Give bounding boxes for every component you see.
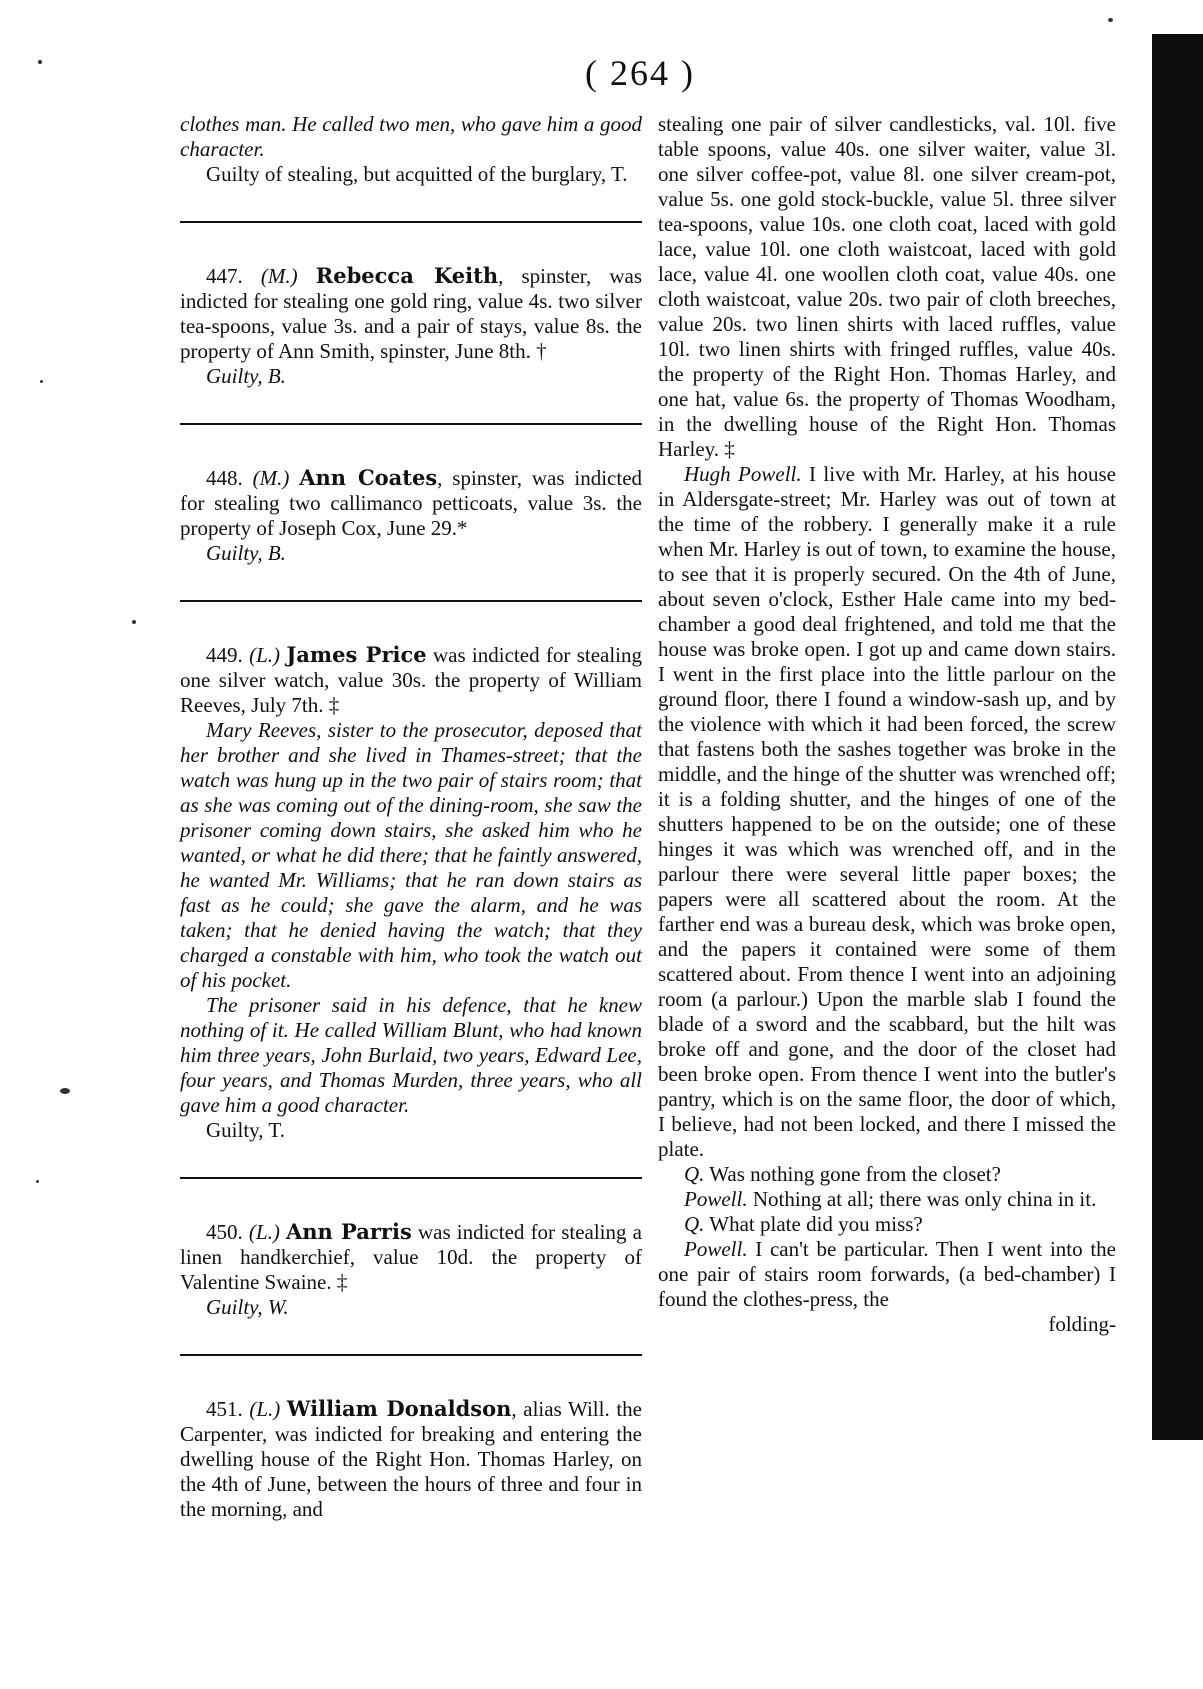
case-447 [180,263,642,389]
scan-edge-shadow [1152,34,1203,1440]
indictment-text: , alias Will. the Carpenter, was indicted for breaking and entering the dwelling house of the Right Hon. Thomas Harley, on the 4th of June, between the hours of three and four in the morning, and [180,1397,642,1521]
verdict: Guilty, T. [206,1118,285,1142]
case-449-indictment [180,642,642,718]
speaker-name: Hugh Powell. [684,462,802,486]
answer-2 [658,1237,1116,1312]
answer-text: I can't be particular. Then I went into the one pair of stairs room forwards, (a bed-chamber) I found the clothes-press, the [658,1237,1116,1311]
question-label: Q. [684,1212,705,1236]
question-label: Q. [684,1162,705,1186]
case-number: 451. [206,1397,243,1421]
case-number: 449. [206,643,243,667]
witness-testimony: Mary Reeves, sister to the prosecutor, deposed that her brother and she lived in Thames-street; that the watch was hung up in the two pair of stairs room; that as she was coming out of the dining-room, she saw the prisoner coming down stairs, she asked him who he wanted, or what he did there; that he faintly answered, he wanted Mr. Williams; that he ran down stairs as fast as he could; she gave the alarm, and he was taken; that he denied having the watch; that they charged a constable with him, who took the watch out of his pocket. [180,718,642,992]
continuation-text: clothes man. He called two men, who gave him a good character. [180,112,642,161]
defendant-name: Ann Coates [299,465,438,490]
speaker-name: Powell. [684,1187,748,1211]
section-divider [180,1177,642,1179]
case-451-indictment [180,1396,642,1522]
scan-speck [60,1088,70,1094]
scan-speck [1108,18,1113,22]
case-451 [180,1396,642,1522]
case-449 [180,642,642,1143]
speaker-name: Powell. [684,1237,748,1261]
court-code: (M.) [260,264,298,288]
prisoner-defence: The prisoner said in his defence, that he knew nothing of it. He called William Blunt, who had known him three years, John Burlaid, two years, Edward Lee, four years, and Thomas Murden, three years, who all gave him a good character. [180,993,642,1117]
case-450-indictment [180,1219,642,1295]
case-448 [180,465,642,566]
defendant-name: Ann Parris [285,1219,412,1244]
scan-speck [38,60,42,64]
case-number: 448. [206,466,243,490]
court-code: (L.) [249,643,280,667]
indictment-text: , spinster, was indicted for stealing two callimanco petticoats, value 3s. the property of Joseph Cox, June 29.* [180,466,643,540]
case-number: 450. [206,1220,243,1244]
case-447-indictment [180,263,642,364]
verdict: Guilty, B. [206,541,286,565]
verdict: Guilty, W. [206,1295,289,1319]
answer-text: Nothing at all; there was only china in it. [747,1187,1097,1211]
question-1 [658,1162,1116,1187]
scan-speck [132,620,136,624]
case-451-continuation: stealing one pair of silver candlesticks, val. 10l. five table spoons, value 40s. one silver waiter, value 3l. one silver coffee-pot, value 8l. one silver cream-pot, value 5s. one gold stock-buckle, value 5l. three silver tea-spoons, value 10s. one cloth coat, laced with gold lace, value 10l. one cloth waistcoat, laced with gold lace, value 4l. one woollen cloth coat, value 40s. one cloth waistcoat, value 20s. two pair of cloth breeches, value 20s. two linen shirts with laced ruffles, value 10l. two linen shirts with fringed ruffles, value 40s. the property of the Right Hon. Thomas Harley, and one hat, value 6s. the property of Thomas Woodham, in the dwelling house of the Right Hon. Thomas Harley. ‡ [658,112,1116,461]
powell-testimony [658,462,1116,1162]
page-number: ( 264 ) [585,53,695,93]
scan-speck [40,380,43,383]
indictment-text: was indicted for stealing one silver watch, value 30s. the property of William Reeves, July 7th. ‡ [180,643,643,717]
question-text: What plate did you miss? [704,1212,923,1236]
verdict: Guilty, B. [206,364,286,388]
question-text: Was nothing gone from the closet? [704,1162,1001,1186]
section-divider [180,600,642,602]
case-448-indictment [180,465,642,541]
indictment-text: , spinster, was indicted for stealing one gold ring, value 4s. two silver tea-spoons, value 3s. and a pair of stays, value 8s. the property of Ann Smith, spinster, June 8th. † [180,264,643,363]
case-450 [180,1219,642,1320]
indictment-text: was indicted for stealing a linen handkerchief, value 10d. the property of Valentine Swaine. ‡ [180,1220,642,1294]
defendant-name: James Price [286,642,427,667]
scan-speck [36,1180,39,1183]
section-divider [180,423,642,425]
section-divider [180,221,642,223]
right-column [658,112,1116,1337]
catchword: folding- [1048,1312,1116,1336]
defendant-name: Rebecca Keith [315,263,499,288]
defendant-name: William Donaldson [286,1396,512,1421]
court-code: (L.) [248,1220,280,1244]
question-2 [658,1212,1116,1237]
case-number: 447. [206,264,243,288]
court-code: (L.) [249,1397,281,1421]
answer-1 [658,1187,1116,1212]
court-code: (M.) [252,466,290,490]
section-divider [180,1354,642,1356]
testimony-text: I live with Mr. Harley, at his house in Aldersgate-street; Mr. Harley was out of town at the time of the robbery. I generally make it a rule when Mr. Harley is out of town, to examine the house, to see that it is properly secured. On the 4th of June, about seven o'clock, Esther Hale came into my bed-chamber a good deal frightened, and told me that the house was broke open. I got up and came down stairs. I went in the first place into the little parlour on the ground floor, there I found a window-sash up, and by the violence with which it had been forced, the screw that fastens both the sashes together was broke in the middle, and the hinge of the shutter was wrenched off; it is a folding shutter, and the hinges of one of the shutters happened to be on the outside; one of these hinges it was which was wrenched off, and in the parlour there were several little paper boxes; the papers were all scattered about the room. At the farther end was a bureau desk, which was broke open, and the papers it contained were some of them scattered about. From thence I went into an adjoining room (a parlour.) Upon the marble slab I found the blade of a sword and the scabbard, but the hilt was broke off and gone, and the door of the closet had been broke open. From thence I went into the butler's pantry, which is on the same floor, the door of which, I believe, had not been locked, and there I missed the plate. [658,462,1116,1161]
continuation-verdict: Guilty of stealing, but acquitted of the burglary, T. [206,162,628,186]
left-column [180,112,642,1522]
